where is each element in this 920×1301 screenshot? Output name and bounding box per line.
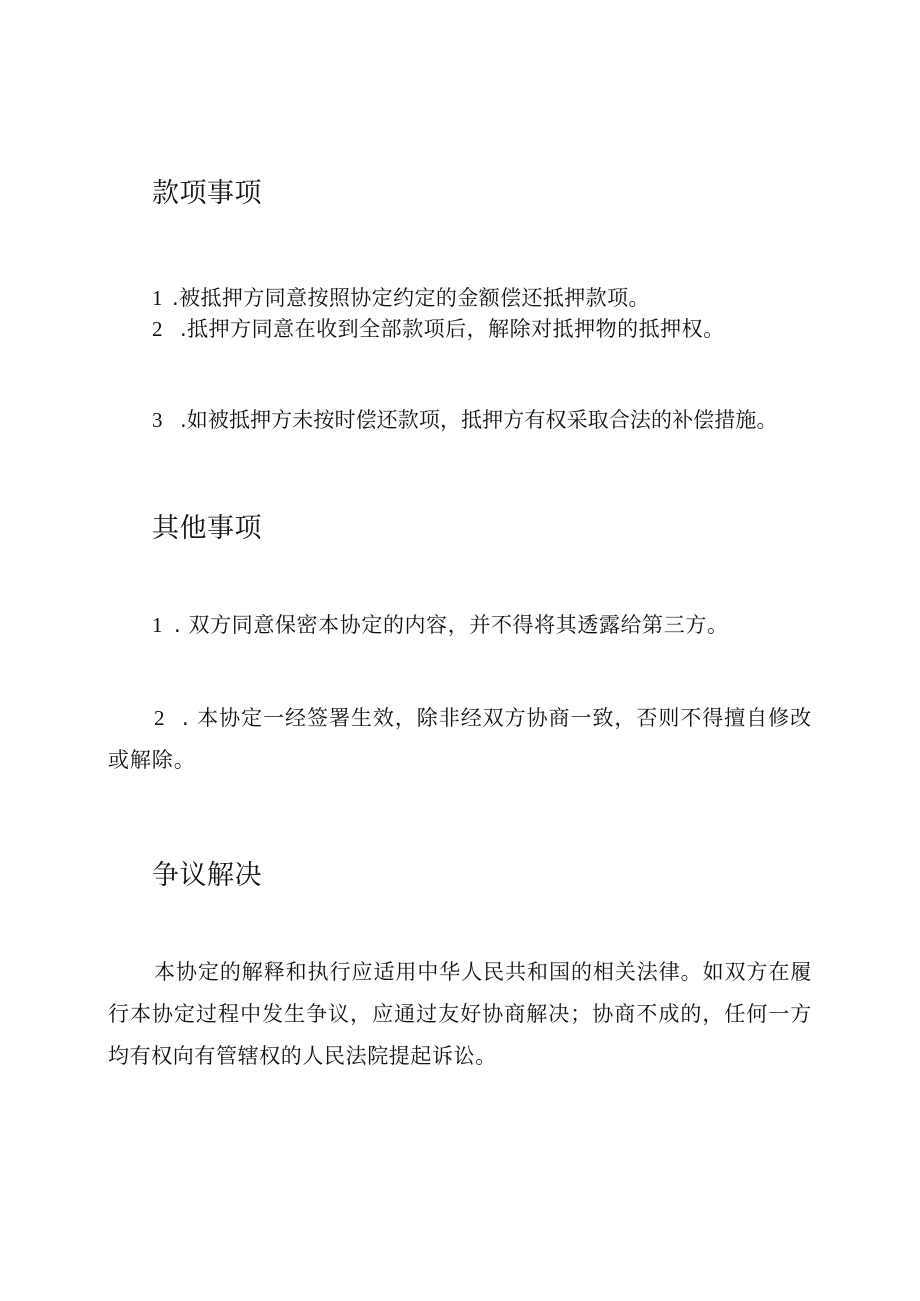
item-text: . 双方同意保密本协定的内容，并不得将其透露给第三方。 — [174, 613, 729, 637]
item-text: . 本协定一经签署生效，除非经双方协商一致，否则不得擅自修改或解除。 — [108, 706, 812, 772]
payment-item-2 — [152, 314, 725, 344]
payment-item-3 — [152, 405, 778, 435]
item-number: 3 — [152, 408, 163, 432]
section-title-dispute: 争议解决 — [152, 860, 262, 891]
item-number: 2 — [154, 706, 166, 730]
section-title-other: 其他事项 — [152, 513, 262, 544]
item-text: .抵押方同意在收到全部款项后，解除对抵押物的抵押权。 — [180, 317, 725, 341]
other-item-1 — [152, 610, 729, 640]
item-number: 1 — [152, 286, 163, 310]
item-text: .如被抵押方未按时偿还款项，抵押方有权采取合法的补偿措施。 — [180, 408, 778, 432]
dispute-paragraph: 本协定的解释和执行应适用中华人民共和国的相关法律。如双方在履行本协定过程中发生争议，应通过友好协商解决；协商不成的，任何一方均有权向有管辖权的人民法院提起诉讼。 — [108, 960, 812, 1068]
item-number: 2 — [152, 317, 163, 341]
other-item-2 — [108, 697, 812, 781]
section-title-payment: 款项事项 — [152, 178, 262, 209]
item-number: 1 — [152, 613, 164, 637]
payment-item-1 — [152, 283, 650, 313]
item-text: .被抵押方同意按照协定约定的金额偿还抵押款项。 — [172, 286, 650, 310]
